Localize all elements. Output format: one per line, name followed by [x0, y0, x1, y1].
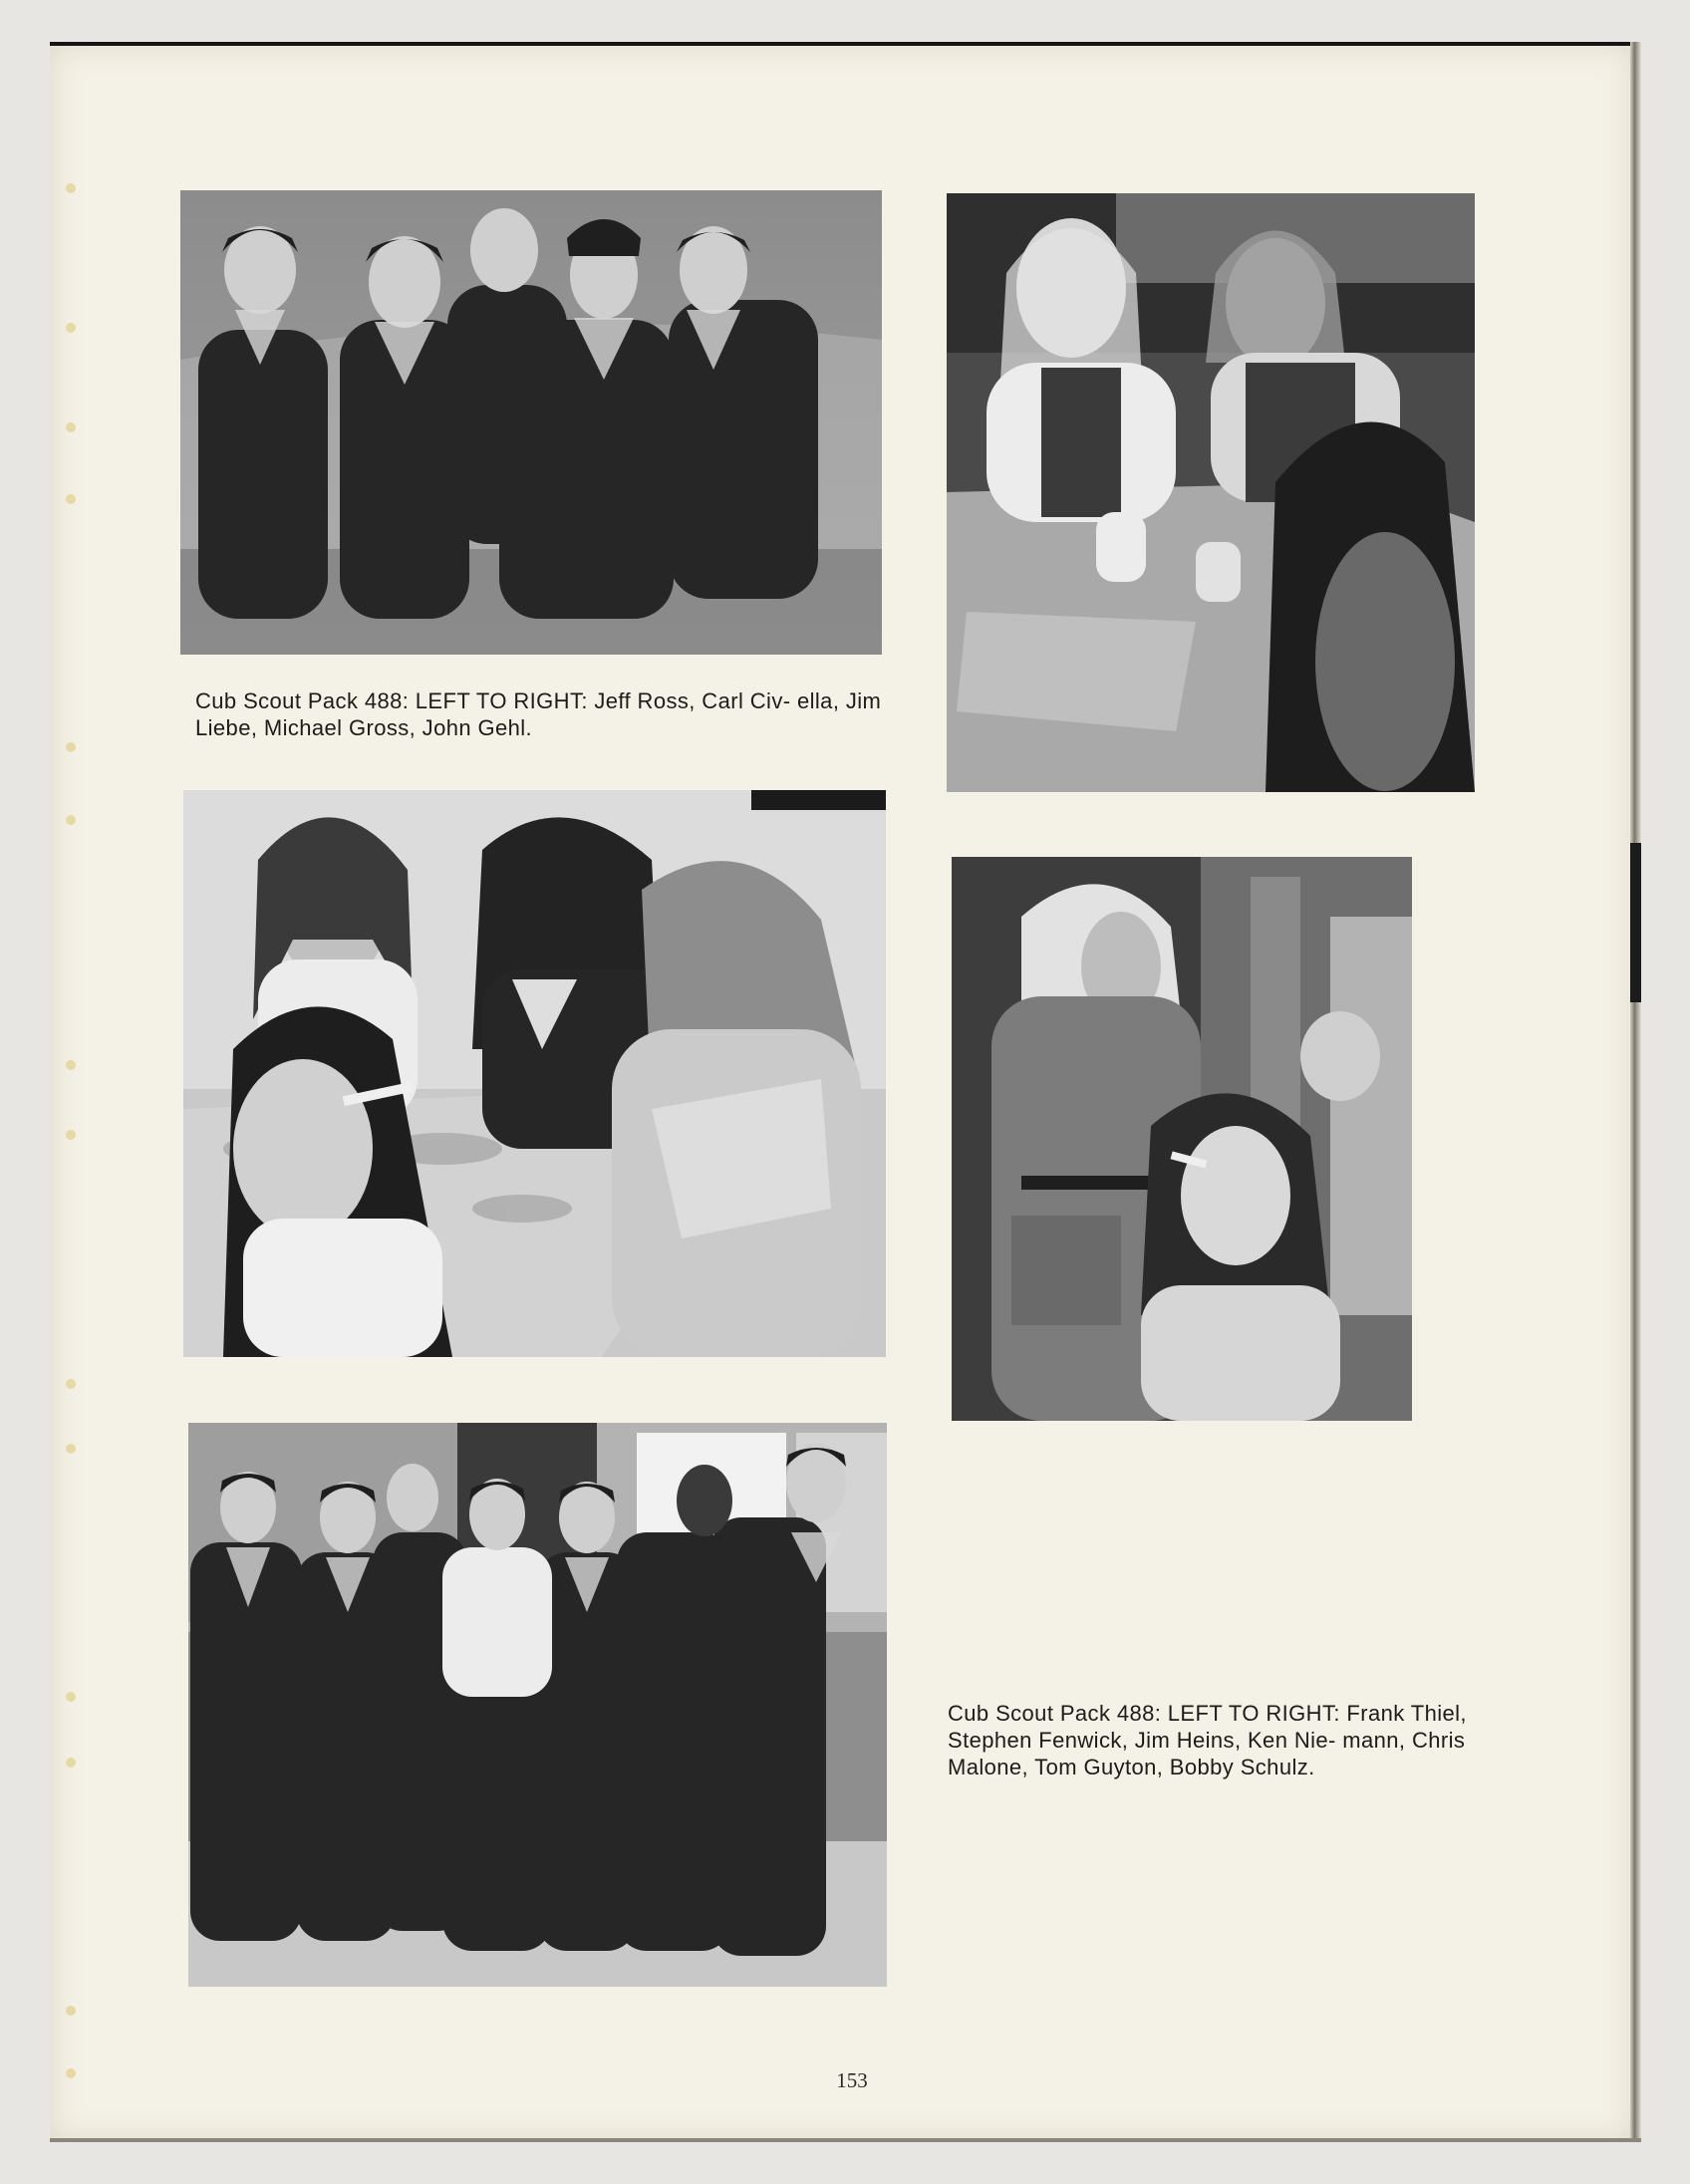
caption-top-left: Cub Scout Pack 488: LEFT TO RIGHT: Jeff Ross, Carl Civ- ella, Jim Liebe, Michael Gross, John Gehl. [195, 688, 882, 740]
binding-hole [66, 183, 76, 193]
binding-hole [66, 742, 76, 752]
binding-hole [66, 1758, 76, 1768]
page-edge-shadow [1630, 843, 1641, 1002]
photo-cub-scouts-standing [188, 1423, 887, 1987]
page-number: 153 [836, 2068, 868, 2092]
binding-hole [66, 815, 76, 825]
photo-girls-at-table [947, 193, 1475, 792]
binding-hole [66, 2068, 76, 2078]
binding-hole [66, 494, 76, 504]
binding-hole [66, 422, 76, 432]
photo-girls-crafting [183, 790, 886, 1357]
binding-hole [66, 1444, 76, 1454]
binding-hole [66, 1379, 76, 1389]
photo-cub-scouts-kneeling [180, 190, 882, 655]
binding-hole [66, 1130, 76, 1140]
page-right-edge [1630, 42, 1641, 2142]
binding-hole [66, 2006, 76, 2016]
photo-leader-and-girl [952, 857, 1412, 1421]
binding-hole [66, 1060, 76, 1070]
binding-hole [66, 1692, 76, 1702]
caption-bottom-right: Cub Scout Pack 488: LEFT TO RIGHT: Frank Thiel, Stephen Fenwick, Jim Heins, Ken Nie- mann, Chris Malone, Tom Guyton, Bobby Schulz. [948, 1701, 1467, 1779]
binding-hole [66, 323, 76, 333]
page-top-edge [50, 42, 1640, 46]
page-bottom-edge [50, 2138, 1641, 2142]
